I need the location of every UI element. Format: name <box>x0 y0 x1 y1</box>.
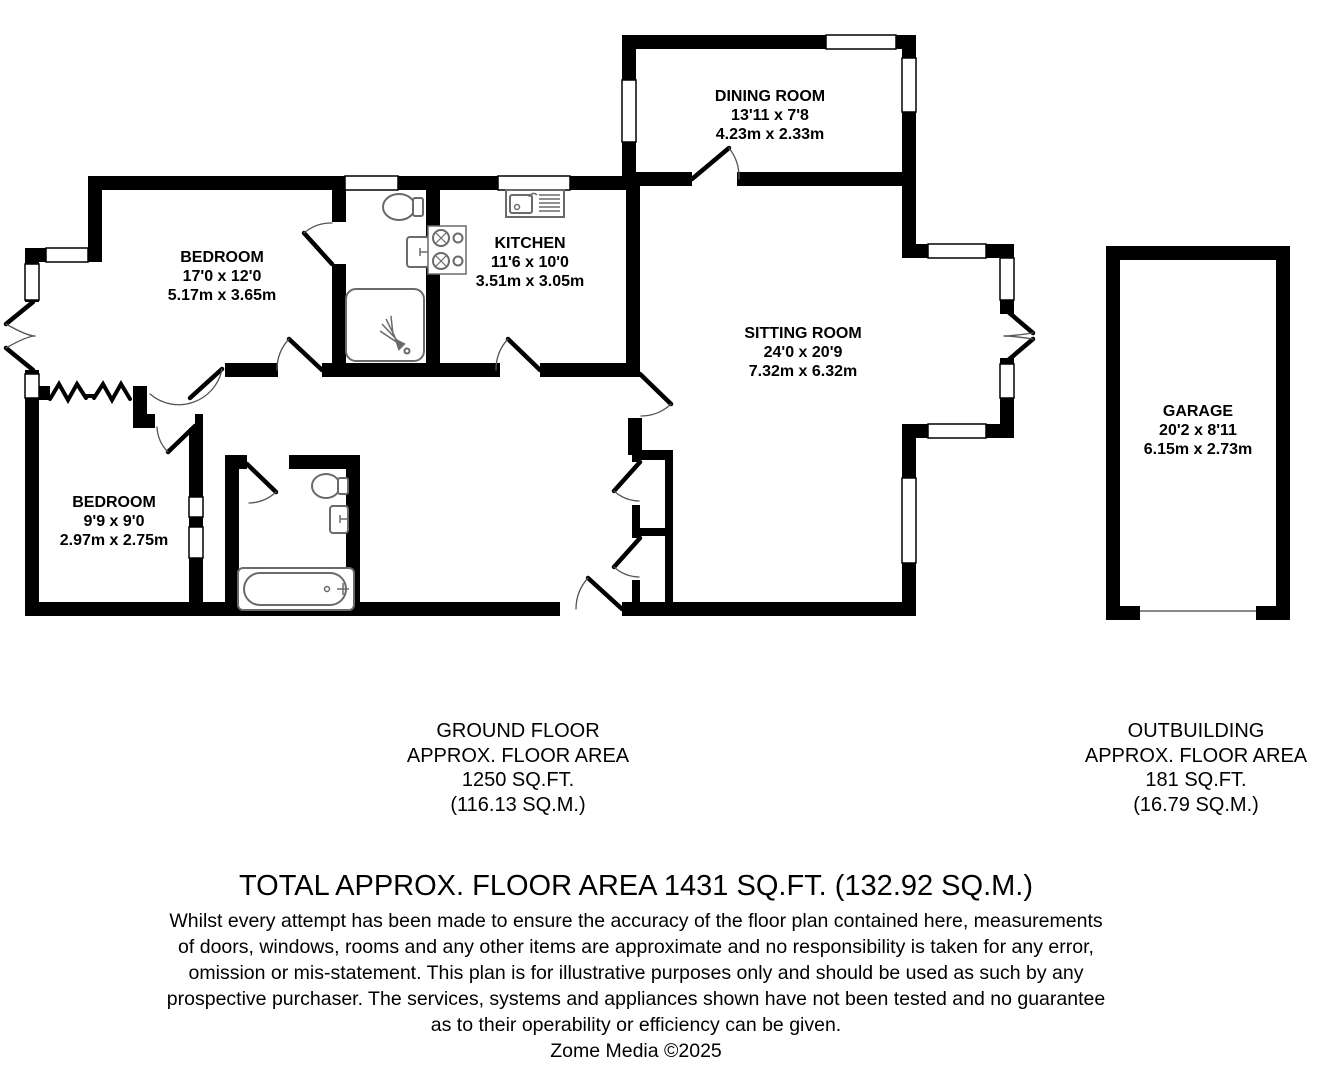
room-label-garage <box>1144 402 1253 459</box>
room-size-imperial: 24'0 x 20'9 <box>763 344 843 361</box>
room-name: DINING ROOM <box>714 88 826 105</box>
window-dining-right <box>902 58 916 112</box>
door-french-bay-left <box>6 302 35 370</box>
area-line: 1250 SQ.FT. <box>461 769 575 791</box>
window-bay-right-lower <box>1000 364 1014 398</box>
door-closet-upper <box>614 462 640 501</box>
room-size-imperial: 11'6 x 10'0 <box>491 254 569 271</box>
disclaimer-line: prospective purchaser. The services, systems and appliances shown have not been tested and no guarantee <box>166 988 1106 1010</box>
sink-icon <box>506 190 564 217</box>
outbuilding-area-summary <box>1085 719 1307 817</box>
disclaimer-line: omission or mis-statement. This plan is for illustrative purposes only and should be used as such by any <box>188 962 1084 984</box>
door-hall <box>150 369 222 405</box>
window-dining-left <box>622 80 636 142</box>
door-shower-room <box>304 223 332 264</box>
room-size-metric: 2.97m x 2.75m <box>59 532 169 549</box>
window-sitting-right <box>902 478 916 563</box>
room-label-bedroom2 <box>60 493 169 550</box>
door-sitting-room <box>640 374 671 416</box>
bathtub-icon <box>238 568 354 610</box>
door-entrance <box>576 578 622 609</box>
total-floor-area: TOTAL APPROX. FLOOR AREA 1431 SQ.FT. (132.92 SQ.M.) <box>238 870 1034 902</box>
window-bay-top <box>928 244 986 258</box>
door-bathroom <box>247 464 276 503</box>
room-size-metric: 6.15m x 2.73m <box>1143 441 1253 458</box>
shower-icon <box>346 289 424 361</box>
basin-icon <box>330 506 348 533</box>
window-bedroom2-right-upper <box>189 497 203 517</box>
window-dining-top <box>826 35 896 49</box>
hob-icon <box>428 226 466 274</box>
window-bedroom1-top <box>46 248 88 262</box>
disclaimer-line: of doors, windows, rooms and any other items are approximate and no responsibility is taken for any error, <box>178 936 1094 958</box>
door-bedroom1 <box>277 339 322 370</box>
room-label-bedroom1 <box>168 248 277 305</box>
room-name: KITCHEN <box>494 235 566 252</box>
bifold-doors-icon <box>50 384 130 400</box>
door-french-bay-right <box>1004 310 1033 362</box>
room-size-imperial: 13'11 x 7'8 <box>731 107 809 124</box>
disclaimer-line: as to their operability or efficiency can be given. <box>430 1014 842 1036</box>
basin-icon <box>407 237 429 267</box>
room-name: SITTING ROOM <box>744 325 862 342</box>
window-bedroom1-left-lower <box>25 374 39 398</box>
walls <box>25 35 1290 620</box>
door-dining <box>692 148 739 179</box>
room-size-metric: 5.17m x 3.65m <box>167 287 277 304</box>
window-kitchen-top <box>498 176 570 190</box>
window-bedroom2-right-lower <box>189 527 203 558</box>
area-line: APPROX. FLOOR AREA <box>406 744 630 767</box>
disclaimer-line: Whilst every attempt has been made to ensure the accuracy of the floor plan contained here, measurements <box>169 910 1103 932</box>
room-size-metric: 4.23m x 2.33m <box>715 126 825 143</box>
room-size-metric: 3.51m x 3.05m <box>475 273 585 290</box>
room-size-imperial: 9'9 x 9'0 <box>83 513 145 530</box>
area-line: 181 SQ.FT. <box>1145 769 1247 791</box>
door-closet-lower <box>614 538 640 577</box>
window-bay-right-upper <box>1000 258 1014 300</box>
area-line: (116.13 SQ.M.) <box>450 793 586 816</box>
area-line: (16.79 SQ.M.) <box>1133 793 1259 816</box>
area-line: GROUND FLOOR <box>436 720 600 742</box>
room-name: BEDROOM <box>72 494 156 511</box>
disclaimer <box>167 908 1105 1064</box>
room-label-kitchen <box>476 234 585 291</box>
room-name: BEDROOM <box>180 249 264 266</box>
room-size-imperial: 20'2 x 8'11 <box>1159 422 1237 439</box>
credit-line: Zome Media ©2025 <box>550 1040 722 1062</box>
door-kitchen <box>496 339 540 370</box>
window-bedroom1-left-upper <box>25 264 39 300</box>
ground-floor-area-summary <box>407 719 629 817</box>
toilet-icon <box>383 194 423 220</box>
area-line: APPROX. FLOOR AREA <box>1084 744 1308 767</box>
toilet-icon <box>312 474 348 498</box>
room-size-metric: 7.32m x 6.32m <box>748 363 858 380</box>
window-bay-bottom <box>928 424 986 438</box>
area-line: OUTBUILDING <box>1127 720 1265 742</box>
room-size-imperial: 17'0 x 12'0 <box>182 268 262 285</box>
room-name: GARAGE <box>1162 403 1234 420</box>
room-label-sitting <box>744 324 861 381</box>
room-label-dining <box>715 87 825 144</box>
window-shower-top <box>345 176 398 190</box>
